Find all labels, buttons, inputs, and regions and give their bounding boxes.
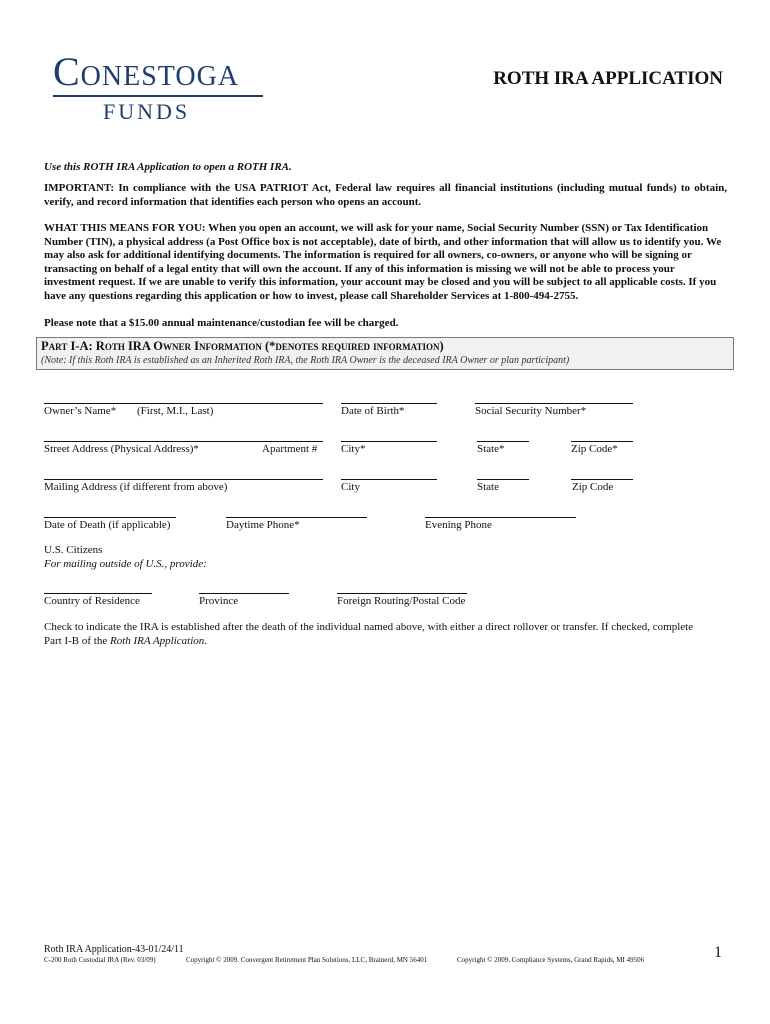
- owner-name-line[interactable]: [44, 403, 323, 404]
- first-mi-last-label: (First, M.I., Last): [137, 405, 214, 417]
- postal-label: Foreign Routing/Postal Code: [337, 595, 466, 607]
- page-number: 1: [714, 944, 722, 961]
- mailing-line[interactable]: [44, 479, 323, 480]
- form-id: Roth IRA Application-43-01/24/11: [44, 944, 184, 955]
- street-label: Street Address (Physical Address)*: [44, 443, 199, 455]
- zip-label: Zip Code*: [571, 443, 618, 455]
- mailing-state-line[interactable]: [477, 479, 529, 480]
- part-ia-note: (Note: If this Roth IRA is established as an Inherited Roth IRA, the Roth IRA Owner is the deceased IRA Owner or plan participant): [41, 355, 570, 366]
- dob-line[interactable]: [341, 403, 437, 404]
- mailing-state-label: State: [477, 481, 499, 493]
- what-this-means-paragraph: WHAT THIS MEANS FOR YOU: When you open an account, we will ask for your name, Social Security Number (SSN) or Tax Identification Number (TIN), a physical address (a Post Office box is not acceptable), date of birth, and other information that will allow us to identify you. We may also ask for additional identifying documents. The information is required for all owners, co-owners, or anyone who will be signing or transacting on behalf of a legal entity that will own the account. If any of this information is missing we will not be able to process your investment request. If we are unable to verify this information, your account may be closed and you will be subject to all applicable costs. If you have any questions regarding this application or how to invest, please call Shareholder Services at 1-800-494-2755.: [44, 222, 722, 302]
- ssn-label: Social Security Number*: [475, 405, 587, 417]
- copyright-convergent: Copyright © 2009. Convergent Retirement Plan Solutions, LLC, Brainerd, MN 56401: [186, 956, 428, 964]
- inherited-check-text-2: [44, 635, 207, 648]
- check-text-part-a: Part I-B of the: [44, 635, 110, 647]
- mailing-zip-line[interactable]: [571, 479, 633, 480]
- logo-divider: [53, 95, 263, 97]
- state-line[interactable]: [477, 441, 529, 442]
- apartment-label: Apartment #: [262, 443, 318, 455]
- mailing-city-label: City: [341, 481, 360, 493]
- custodial-form-number: C-200 Roth Custodial IRA (Rev. 03/09): [44, 956, 156, 964]
- us-citizens-label: U.S. Citizens: [44, 544, 103, 556]
- eve-phone-line[interactable]: [425, 517, 576, 518]
- mailing-label: Mailing Address (if different from above): [44, 481, 228, 493]
- fee-note: Please note that a $15.00 annual maintenance/custodian fee will be charged.: [44, 317, 399, 329]
- province-line[interactable]: [199, 593, 289, 594]
- dod-label: Date of Death (if applicable): [44, 519, 171, 531]
- province-label: Province: [199, 595, 239, 607]
- mailing-city-line[interactable]: [341, 479, 437, 480]
- dob-label: Date of Birth*: [341, 405, 405, 417]
- city-label: City*: [341, 443, 366, 455]
- copyright-compliance: Copyright © 2009. Compliance Systems, Grand Rapids, MI 49506: [457, 956, 645, 964]
- important-paragraph: IMPORTANT: In compliance with the USA PATRIOT Act, Federal law requires all financial institutions (including mutual funds) to obtain, verify, and record information that identifies each person who opens an account.: [44, 182, 727, 208]
- logo-wordmark-bottom: FUNDS: [103, 99, 191, 124]
- inherited-check-text: Check to indicate the IRA is established after the death of the individual named above, with either a direct rollover or transfer. If checked, complete: [44, 621, 694, 633]
- day-phone-label: Daytime Phone*: [226, 519, 300, 531]
- eve-phone-label: Evening Phone: [425, 519, 492, 531]
- check-text-part-c: .: [204, 635, 208, 647]
- dod-line[interactable]: [44, 517, 176, 518]
- zip-line[interactable]: [571, 441, 633, 442]
- part-ia-title: Part I-A: Roth IRA Owner Information (*denotes required information): [41, 339, 444, 353]
- use-line: Use this ROTH IRA Application to open a ROTH IRA.: [44, 161, 292, 173]
- street-line[interactable]: [44, 441, 323, 442]
- ssn-line[interactable]: [475, 403, 633, 404]
- state-label: State*: [477, 443, 505, 455]
- mailing-outside-label: For mailing outside of U.S., provide:: [44, 558, 207, 570]
- check-text-part-b: Roth IRA Application: [109, 635, 205, 647]
- country-label: Country of Residence: [44, 595, 140, 607]
- country-line[interactable]: [44, 593, 152, 594]
- logo-wordmark-top: Conestoga: [53, 49, 240, 94]
- page-title: ROTH IRA APPLICATION: [493, 68, 723, 89]
- mailing-zip-label: Zip Code: [572, 481, 614, 493]
- city-line[interactable]: [341, 441, 437, 442]
- postal-line[interactable]: [337, 593, 467, 594]
- day-phone-line[interactable]: [226, 517, 367, 518]
- owner-name-label: Owner’s Name*: [44, 405, 117, 417]
